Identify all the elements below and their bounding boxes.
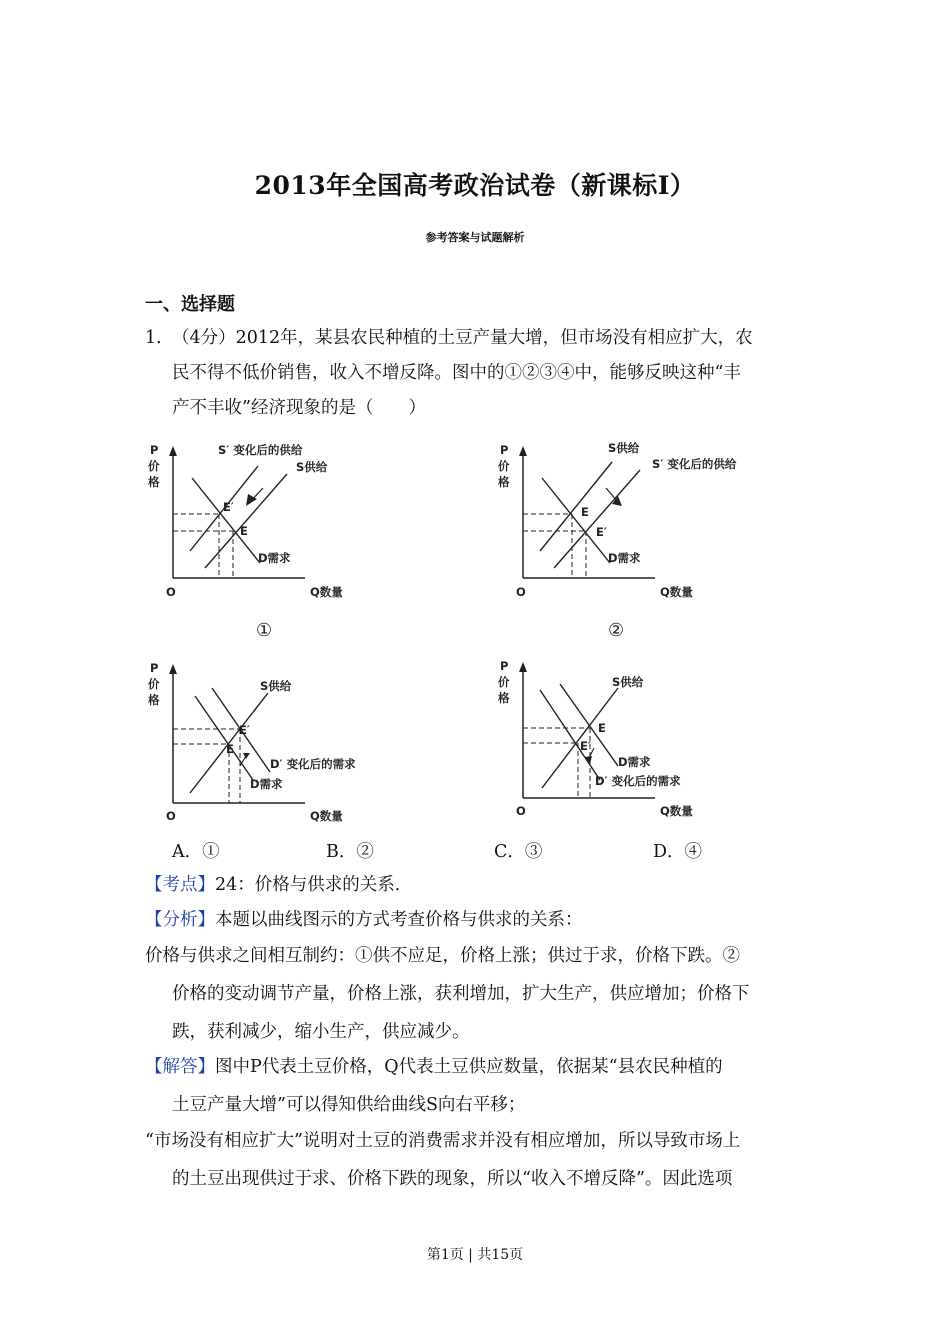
jieda-line [145, 1050, 723, 1085]
equilibrium-e-prime-label: E′ [580, 739, 591, 753]
shifted-supply-label: S′ 变化后的供给 [218, 443, 303, 457]
figure-3-supply-demand [140, 658, 400, 828]
option-value: ① [202, 842, 220, 862]
axis-price-label: 价 [148, 677, 160, 691]
equilibrium-e-prime-label: E′ [596, 525, 607, 539]
axis-price-label-2: 格 [498, 475, 510, 489]
axis-p-label: P [500, 443, 509, 457]
shifted-demand-curve [540, 690, 600, 780]
jieda-tag: 【解答】 [145, 1057, 215, 1077]
axis-price-label-2: 格 [498, 691, 510, 705]
axis-price-label: 价 [498, 459, 510, 473]
shift-arrowhead [243, 753, 250, 759]
origin-label: O [166, 585, 176, 599]
shifted-demand-label: D′ 变化后的需求 [270, 757, 356, 771]
axis-price-label: 价 [148, 459, 160, 473]
origin-label: O [166, 809, 176, 823]
fenxi-body-line: 价格的变动调节产量，价格上涨，获利增加，扩大生产，供应增加；价格下 [172, 984, 750, 1004]
origin-label: O [516, 585, 526, 599]
question-line: 产不丰收”经济现象的是（ ） [172, 398, 426, 418]
kaodian-line [145, 868, 412, 903]
jieda-body-line: 的土豆出现供过于求、价格下跌的现象，所以“收入不增反降”。因此选项 [172, 1169, 733, 1189]
demand-curve [192, 478, 260, 563]
fenxi-body-line: 跌，获利减少，缩小生产，供应减少。 [172, 1022, 470, 1042]
demand-curve [542, 478, 610, 563]
figure-number: ② [608, 620, 625, 641]
equilibrium-e-prime-label: E′ [223, 500, 234, 514]
axis-p-label: P [150, 443, 159, 457]
equilibrium-e-label: E [598, 721, 606, 735]
figure-number: ① [256, 620, 273, 641]
option-b[interactable] [326, 837, 374, 867]
option-a[interactable] [172, 837, 220, 867]
question-line: 民不得不低价销售，收入不增反降。图中的①②③④中，能够反映这种“丰 [172, 363, 741, 383]
equilibrium-e-label: E [581, 505, 589, 519]
demand-label: D需求 [258, 551, 291, 565]
option-letter: A． [172, 842, 203, 862]
axis-q-label: Q数量 [660, 585, 693, 599]
option-letter: C． [494, 842, 525, 862]
shifted-supply-label: S′ 变化后的供给 [652, 457, 737, 471]
option-value: ③ [524, 842, 543, 862]
equilibrium-e-prime-label: E′ [239, 723, 250, 737]
y-axis-arrow [169, 446, 177, 456]
figure-4-supply-demand [490, 658, 780, 828]
section-heading: 一、选择题 [145, 294, 235, 315]
axis-q-label: Q数量 [660, 804, 693, 818]
figure-1-supply-demand [140, 438, 400, 648]
shifted-demand-label: D′ 变化后的需求 [595, 774, 681, 788]
supply-curve [542, 688, 618, 788]
fenxi-text: 本题以曲线图示的方式考查价格与供求的关系： [215, 910, 583, 930]
axis-price-label-2: 格 [148, 475, 160, 489]
option-value: ② [356, 842, 374, 862]
supply-label: S供给 [612, 675, 644, 689]
y-axis-arrow [519, 662, 527, 672]
jieda-body-line: 土豆产量大增”可以得知供给曲线S向右平移； [172, 1095, 526, 1115]
page-title: 2013年全国高考政治试卷（新课标Ⅰ） [254, 171, 696, 200]
option-d[interactable] [653, 837, 702, 867]
fenxi-line [145, 903, 583, 938]
option-letter: B． [326, 842, 357, 862]
option-value: ④ [684, 842, 703, 862]
axis-q-label: Q数量 [310, 809, 343, 823]
page-subtitle: 参考答案与试题解析 [425, 231, 525, 244]
kaodian-text: 24：价格与供求的关系． [215, 875, 413, 895]
axis-price-label: 价 [498, 675, 510, 689]
axis-price-label-2: 格 [148, 693, 160, 707]
option-letter: D． [653, 842, 685, 862]
jieda-text: 图中P代表土豆价格，Q代表土豆供应数量，依据某“县农民种植的 [215, 1057, 723, 1077]
origin-label: O [516, 804, 526, 818]
jieda-body-line: “市场没有相应扩大”说明对土豆的消费需求并没有相应增加，所以导致市场上 [145, 1131, 741, 1151]
axis-q-label: Q数量 [310, 585, 343, 599]
fenxi-body-line: 价格与供求之间相互制约：①供不应足，价格上涨；供过于求，价格下跌。② [145, 946, 740, 966]
demand-label: D需求 [250, 777, 283, 791]
y-axis-arrow [169, 664, 177, 674]
demand-label: D需求 [608, 551, 641, 565]
question-number: 1． [145, 328, 174, 348]
supply-label: S供给 [260, 679, 292, 693]
supply-label: S供给 [608, 441, 640, 455]
y-axis-arrow [519, 446, 527, 456]
axis-p-label: P [500, 659, 509, 673]
figure-2-supply-demand [490, 438, 780, 648]
axis-p-label: P [150, 661, 159, 675]
question-line: （4分）2012年，某县农民种植的土豆产量大增，但市场没有相应扩大，农 [172, 328, 753, 348]
demand-label: D需求 [618, 755, 651, 769]
question-text [172, 321, 812, 426]
equilibrium-e-label: E [226, 742, 234, 756]
option-c[interactable] [494, 837, 542, 867]
supply-label: S供给 [296, 460, 328, 474]
kaodian-tag: 【考点】 [145, 875, 215, 895]
fenxi-tag: 【分析】 [145, 910, 215, 930]
equilibrium-e-label: E [240, 524, 248, 538]
page-footer: 第1页 | 共15页 [426, 1247, 524, 1263]
demand-curve [195, 696, 253, 780]
